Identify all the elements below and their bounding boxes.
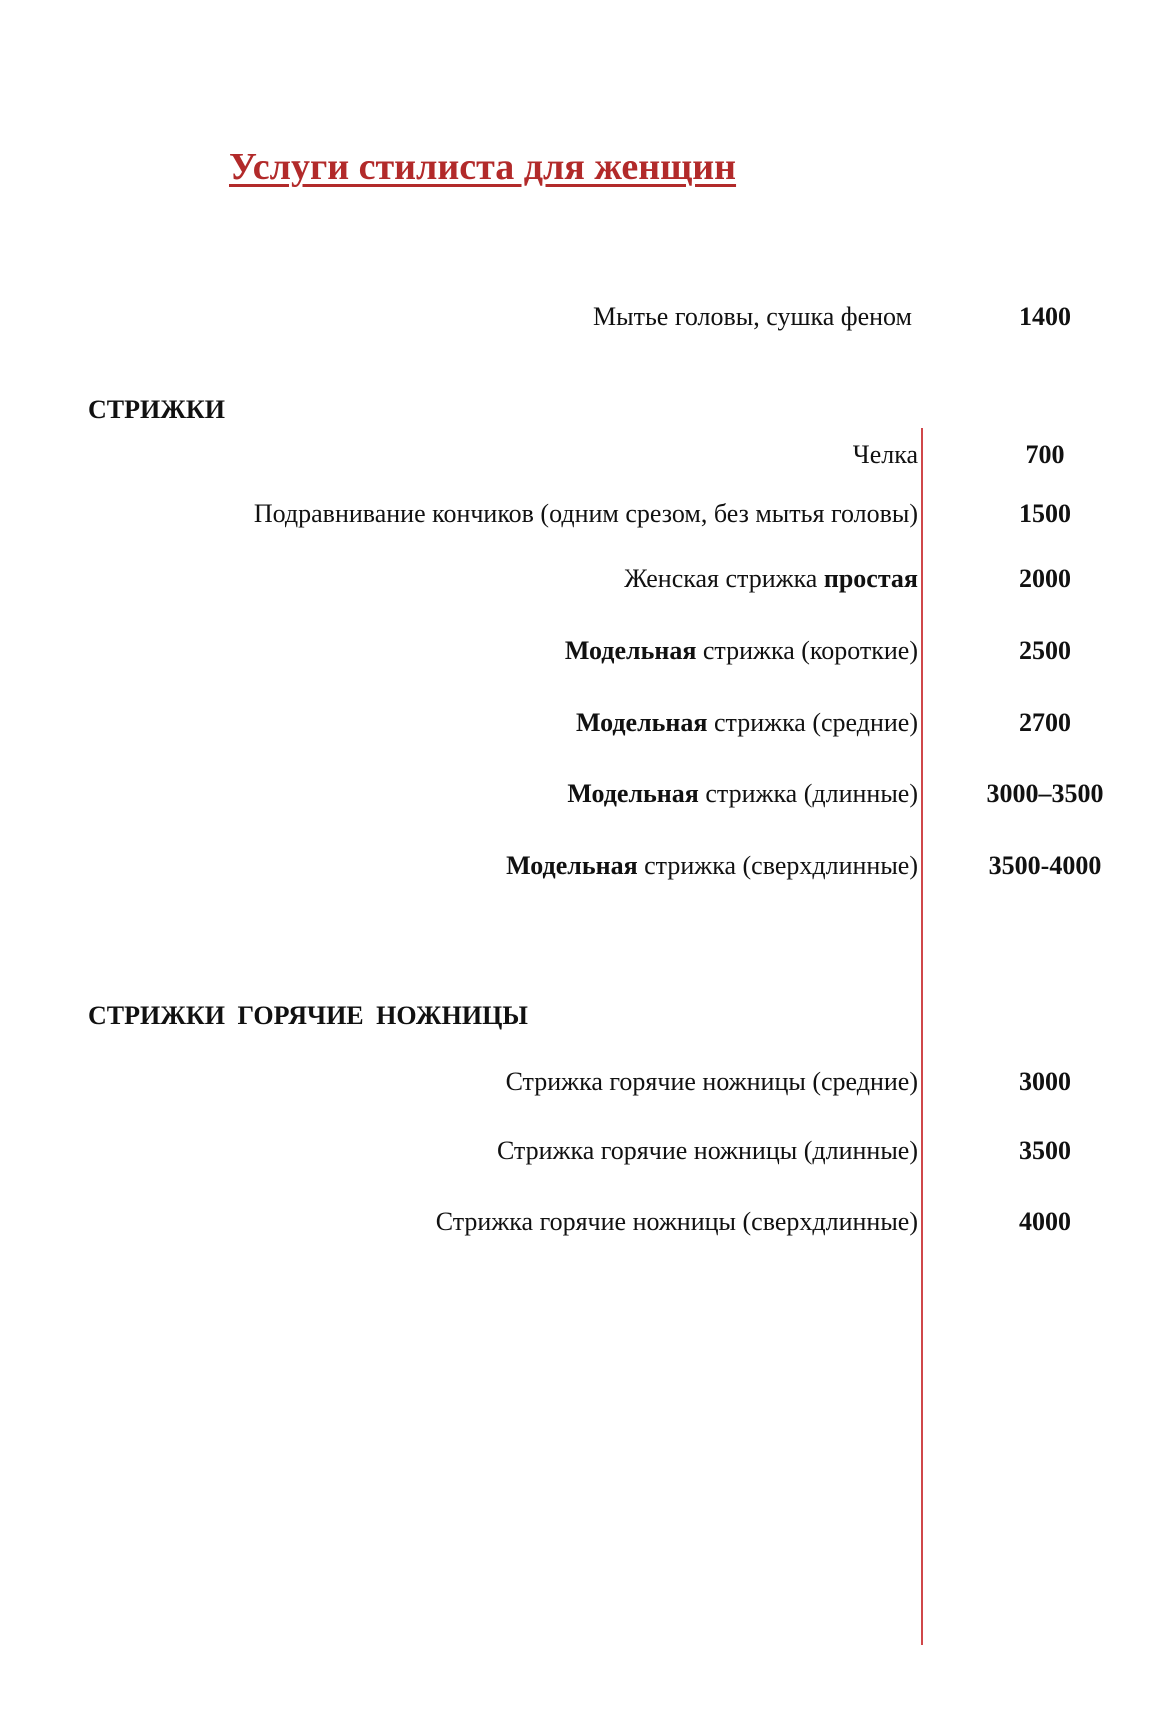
service-name: Подравнивание кончиков (одним срезом, без мытья головы): [253, 499, 918, 528]
service-name-bold: Модельная: [575, 708, 708, 737]
service-price: 700: [1025, 440, 1065, 469]
list-item: [0, 708, 1154, 748]
service-price: 3000–3500: [986, 779, 1104, 808]
list-item: [0, 636, 1154, 676]
service-name: Мытье головы, сушка феном: [593, 302, 912, 331]
list-item: [0, 1207, 1154, 1247]
section-heading-haircuts: СТРИЖКИ: [88, 395, 226, 424]
service-name: Челка: [852, 440, 918, 469]
section-heading-hot-scissors: СТРИЖКИ ГОРЯЧИЕ НОЖНИЦЫ: [88, 1001, 528, 1030]
service-price: 2700: [1019, 708, 1071, 737]
list-item: [0, 851, 1154, 891]
service-price: 1400: [1019, 302, 1071, 331]
service-price: 3500-4000: [988, 851, 1102, 880]
list-item: [0, 440, 1154, 480]
service-name: [567, 779, 918, 809]
service-name: Стрижка горячие ножницы (длинные): [496, 1136, 918, 1165]
service-name: [506, 851, 918, 881]
vertical-divider: [921, 428, 923, 1645]
list-item: [0, 779, 1154, 819]
service-name: [576, 708, 918, 738]
service-price: 4000: [1019, 1207, 1071, 1236]
service-name-regular: стрижка (длинные): [698, 779, 918, 808]
service-price: 2500: [1019, 636, 1071, 665]
service-name-bold: простая: [823, 564, 918, 593]
service-name: Стрижка горячие ножницы (средние): [505, 1067, 918, 1096]
service-price: 3000: [1019, 1067, 1071, 1096]
service-name-regular: Женская стрижка: [624, 564, 824, 593]
service-price: 2000: [1019, 564, 1071, 593]
service-price: 1500: [1019, 499, 1071, 528]
service-name-bold: Модельная: [564, 636, 697, 665]
list-item-wash: [0, 302, 1154, 342]
service-name: [624, 564, 918, 594]
list-item: [0, 1136, 1154, 1176]
service-name-regular: стрижка (сверхдлинные): [637, 851, 918, 880]
service-name-bold: Модельная: [506, 851, 638, 880]
service-price: 3500: [1019, 1136, 1071, 1165]
list-item: [0, 564, 1154, 604]
service-name-regular: стрижка (короткие): [696, 636, 918, 665]
service-name: Стрижка горячие ножницы (сверхдлинные): [435, 1207, 918, 1236]
service-name: [565, 636, 918, 666]
list-item: [0, 1067, 1154, 1107]
service-name-regular: стрижка (средние): [707, 708, 918, 737]
page-title: Услуги стилиста для женщин: [229, 146, 737, 188]
list-item: [0, 499, 1154, 539]
service-name-bold: Модельная: [567, 779, 699, 808]
